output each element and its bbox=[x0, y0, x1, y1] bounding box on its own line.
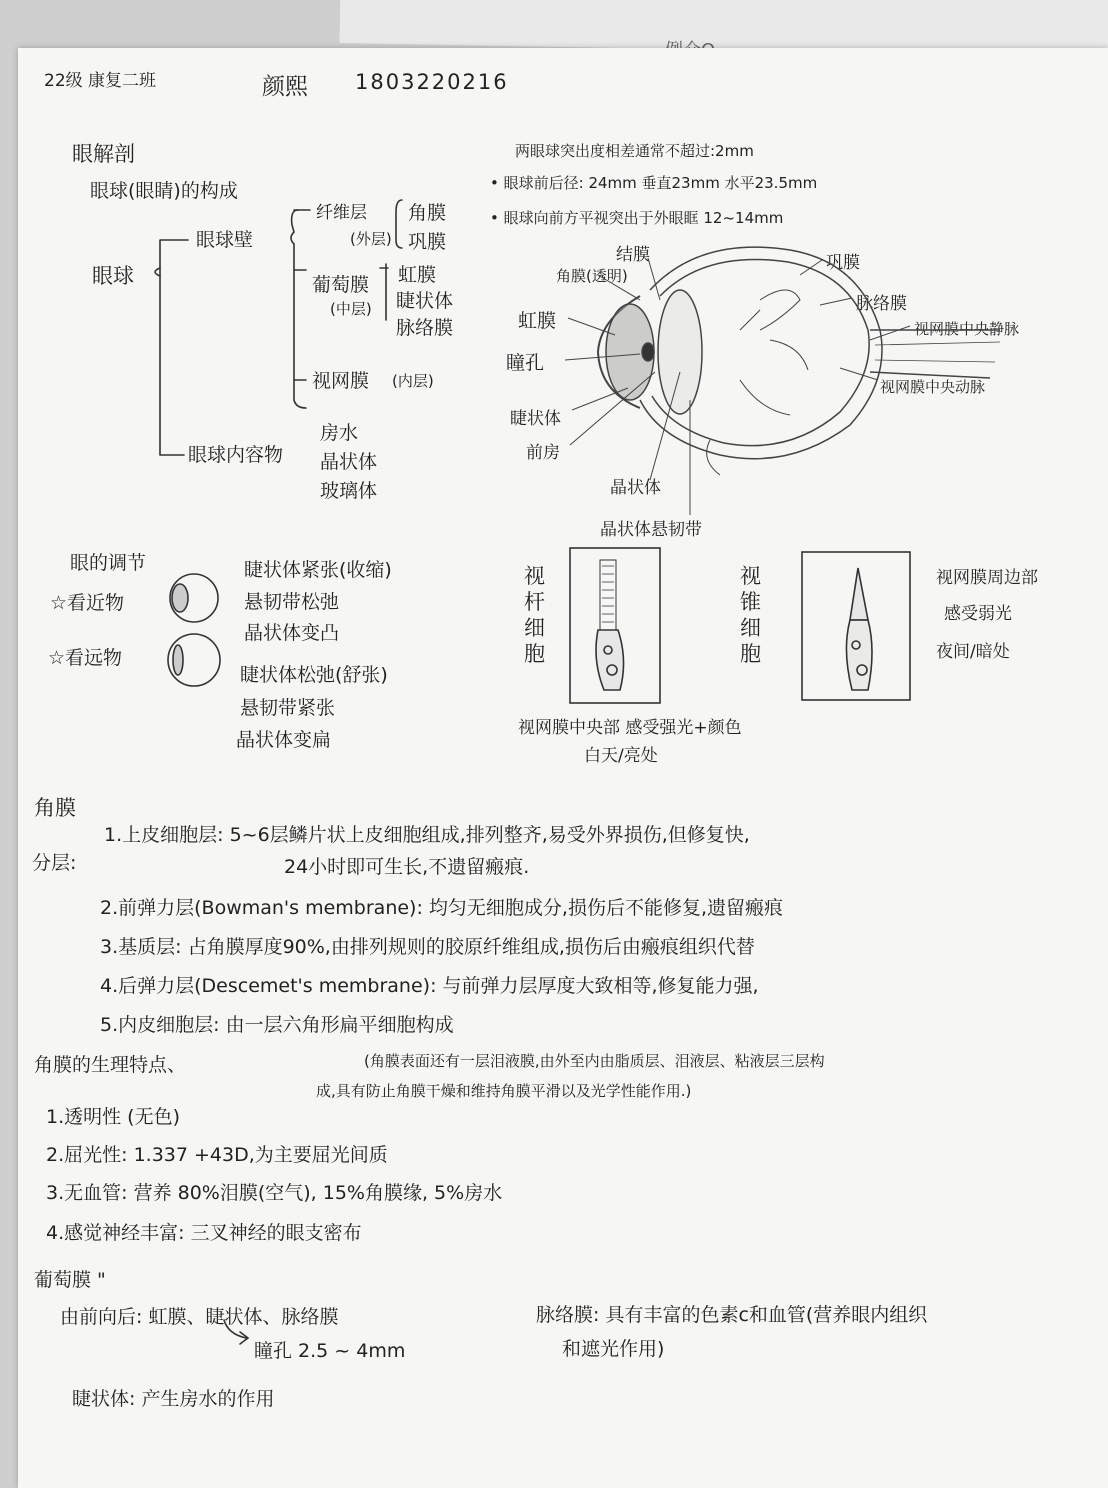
cornea-layer-3: 3.基质层: 占角膜厚度90%,由排列规则的胶原纤维组成,损伤后由瘢痕组织代替 bbox=[100, 936, 755, 958]
tear-film-note-2: 成,具有防止角膜干燥和维持角膜平滑以及光学性能作用.) bbox=[316, 1082, 692, 1100]
layers-label: 分层: bbox=[32, 852, 77, 874]
choroid-note-1: 脉络膜: 具有丰富的色素c和血管(营养眼内组织 bbox=[536, 1304, 928, 1326]
label-ciliary-diagram: 睫状体 bbox=[510, 409, 561, 429]
label-choroid-diagram: 脉络膜 bbox=[856, 294, 907, 314]
header-student-id: 1803220216 bbox=[355, 70, 509, 94]
cornea-layer-1-cont: 24小时即可生长,不遗留瘢痕. bbox=[284, 856, 530, 878]
pupil-arrow bbox=[224, 1320, 248, 1344]
choroid-label: 脉络膜 bbox=[396, 317, 454, 339]
label-iris-diagram: 虹膜 bbox=[518, 310, 557, 332]
note-eyeball-dimensions: • 眼球前后径: 24mm 垂直23mm 水平23.5mm bbox=[490, 174, 818, 192]
note-protrusion-diff: 两眼球突出度相差通常不超过:2mm bbox=[515, 142, 754, 160]
label-lens-diagram: 晶状体 bbox=[610, 478, 661, 498]
note-eyeball-protrusion: • 眼球向前方平视突出于外眼眶 12~14mm bbox=[490, 209, 784, 227]
label-retinal-vein: 视网膜中央静脉 bbox=[914, 320, 1020, 338]
iris-label: 虹膜 bbox=[398, 264, 437, 286]
fibrous-layer-note: (外层) bbox=[350, 230, 392, 248]
label-sclera-diagram: 巩膜 bbox=[826, 253, 860, 273]
physiology-2: 2.屈光性: 1.337 +43D,为主要屈光间质 bbox=[46, 1144, 388, 1166]
vitreous-label: 玻璃体 bbox=[320, 480, 378, 502]
choroid-note-2: 和遮光作用) bbox=[562, 1338, 665, 1360]
uvea-brace bbox=[380, 264, 388, 320]
lens-label: 晶状体 bbox=[320, 451, 378, 473]
uvea-label: 葡萄膜 bbox=[312, 274, 370, 296]
eyeball-wall-label: 眼球壁 bbox=[196, 229, 254, 251]
fibrous-layer-label: 纤维层 bbox=[316, 203, 367, 223]
uvea-order: 由前向后: 虹膜、睫状体、脉络膜 bbox=[60, 1306, 339, 1328]
label-conjunctiva: 结膜 bbox=[616, 245, 650, 265]
cornea-layer-4: 4.后弹力层(Descemet's membrane): 与前弹力层厚度大致相等,修复能力强, bbox=[100, 975, 759, 997]
sclera-label: 巩膜 bbox=[408, 231, 447, 253]
near-eye-icon bbox=[170, 574, 218, 622]
physiology-1: 1.透明性 (无色) bbox=[46, 1106, 180, 1128]
far-step-1: 睫状体松弛(舒张) bbox=[240, 664, 388, 686]
cone-note-time: 白天/亮处 bbox=[584, 746, 658, 766]
cornea-layer-1: 1.上皮细胞层: 5~6层鳞片状上皮细胞组成,排列整齐,易受外界损伤,但修复快, bbox=[104, 824, 750, 846]
eyeball-brace bbox=[155, 240, 188, 455]
near-step-3: 晶状体变凸 bbox=[244, 622, 340, 644]
rod-note-time: 夜间/暗处 bbox=[936, 642, 1010, 662]
anatomy-subtitle: 眼球(眼睛)的构成 bbox=[90, 180, 238, 202]
label-anterior-chamber: 前房 bbox=[526, 443, 560, 463]
rod-cell-label: 视杆细胞 bbox=[524, 564, 545, 666]
header-name: 颜熙 bbox=[262, 74, 308, 100]
near-step-2: 悬韧带松弛 bbox=[244, 591, 340, 613]
cone-cell-label: 视锥细胞 bbox=[740, 564, 761, 666]
wall-brace bbox=[291, 210, 310, 408]
far-object-label: ☆看远物 bbox=[48, 647, 123, 669]
pupil-size: 瞳孔 2.5 ~ 4mm bbox=[254, 1340, 406, 1362]
label-pupil-diagram: 瞳孔 bbox=[506, 352, 545, 374]
cornea-section-title: 角膜 bbox=[34, 796, 76, 820]
accommodation-title: 眼的调节 bbox=[70, 552, 147, 574]
cone-cell-drawing bbox=[802, 552, 910, 700]
near-object-label: ☆看近物 bbox=[50, 592, 125, 614]
far-step-2: 悬韧带紧张 bbox=[240, 697, 336, 719]
cornea-layer-2: 2.前弹力层(Bowman's membrane): 均匀无细胞成分,损伤后不能修复,遗留瘢痕 bbox=[100, 897, 783, 919]
uvea-section-title: 葡萄膜 " bbox=[34, 1269, 106, 1291]
retina-note: (内层) bbox=[392, 372, 434, 390]
eyeball-label: 眼球 bbox=[92, 264, 134, 288]
ciliary-label: 睫状体 bbox=[396, 290, 454, 312]
ciliary-function: 睫状体: 产生房水的作用 bbox=[72, 1388, 275, 1410]
anatomy-title: 眼解剖 bbox=[72, 142, 135, 166]
far-step-3: 晶状体变扁 bbox=[236, 729, 332, 751]
header-class: 22级 康复二班 bbox=[44, 71, 157, 91]
rod-cell-drawing bbox=[570, 548, 660, 703]
far-eye-icon bbox=[168, 634, 220, 686]
eye-cross-section bbox=[565, 247, 1000, 515]
fibrous-brace bbox=[396, 200, 402, 248]
label-retinal-artery: 视网膜中央动脉 bbox=[880, 378, 986, 396]
cornea-label: 角膜 bbox=[408, 202, 447, 224]
contents-label: 眼球内容物 bbox=[188, 444, 284, 466]
tear-film-note-1: (角膜表面还有一层泪液膜,由外至内由脂质层、泪液层、粘液层三层构 bbox=[364, 1052, 825, 1070]
near-step-1: 睫状体紧张(收缩) bbox=[244, 559, 392, 581]
label-cornea-diagram: 角膜(透明) bbox=[556, 267, 628, 285]
physiology-title: 角膜的生理特点、 bbox=[34, 1054, 187, 1076]
rod-note-region: 视网膜周边部 bbox=[936, 568, 1038, 588]
uvea-note: (中层) bbox=[330, 300, 372, 318]
cone-note-region: 视网膜中央部 感受强光+颜色 bbox=[518, 718, 742, 738]
rod-note-function: 感受弱光 bbox=[944, 604, 1012, 624]
label-zonule: 晶状体悬韧带 bbox=[600, 520, 702, 540]
cornea-layer-5: 5.内皮细胞层: 由一层六角形扁平细胞构成 bbox=[100, 1014, 454, 1036]
aqueous-label: 房水 bbox=[320, 422, 359, 444]
retina-label: 视网膜 bbox=[312, 370, 370, 392]
physiology-3: 3.无血管: 营养 80%泪膜(空气), 15%角膜缘, 5%房水 bbox=[46, 1182, 503, 1204]
physiology-4: 4.感觉神经丰富: 三叉神经的眼支密布 bbox=[46, 1222, 362, 1244]
